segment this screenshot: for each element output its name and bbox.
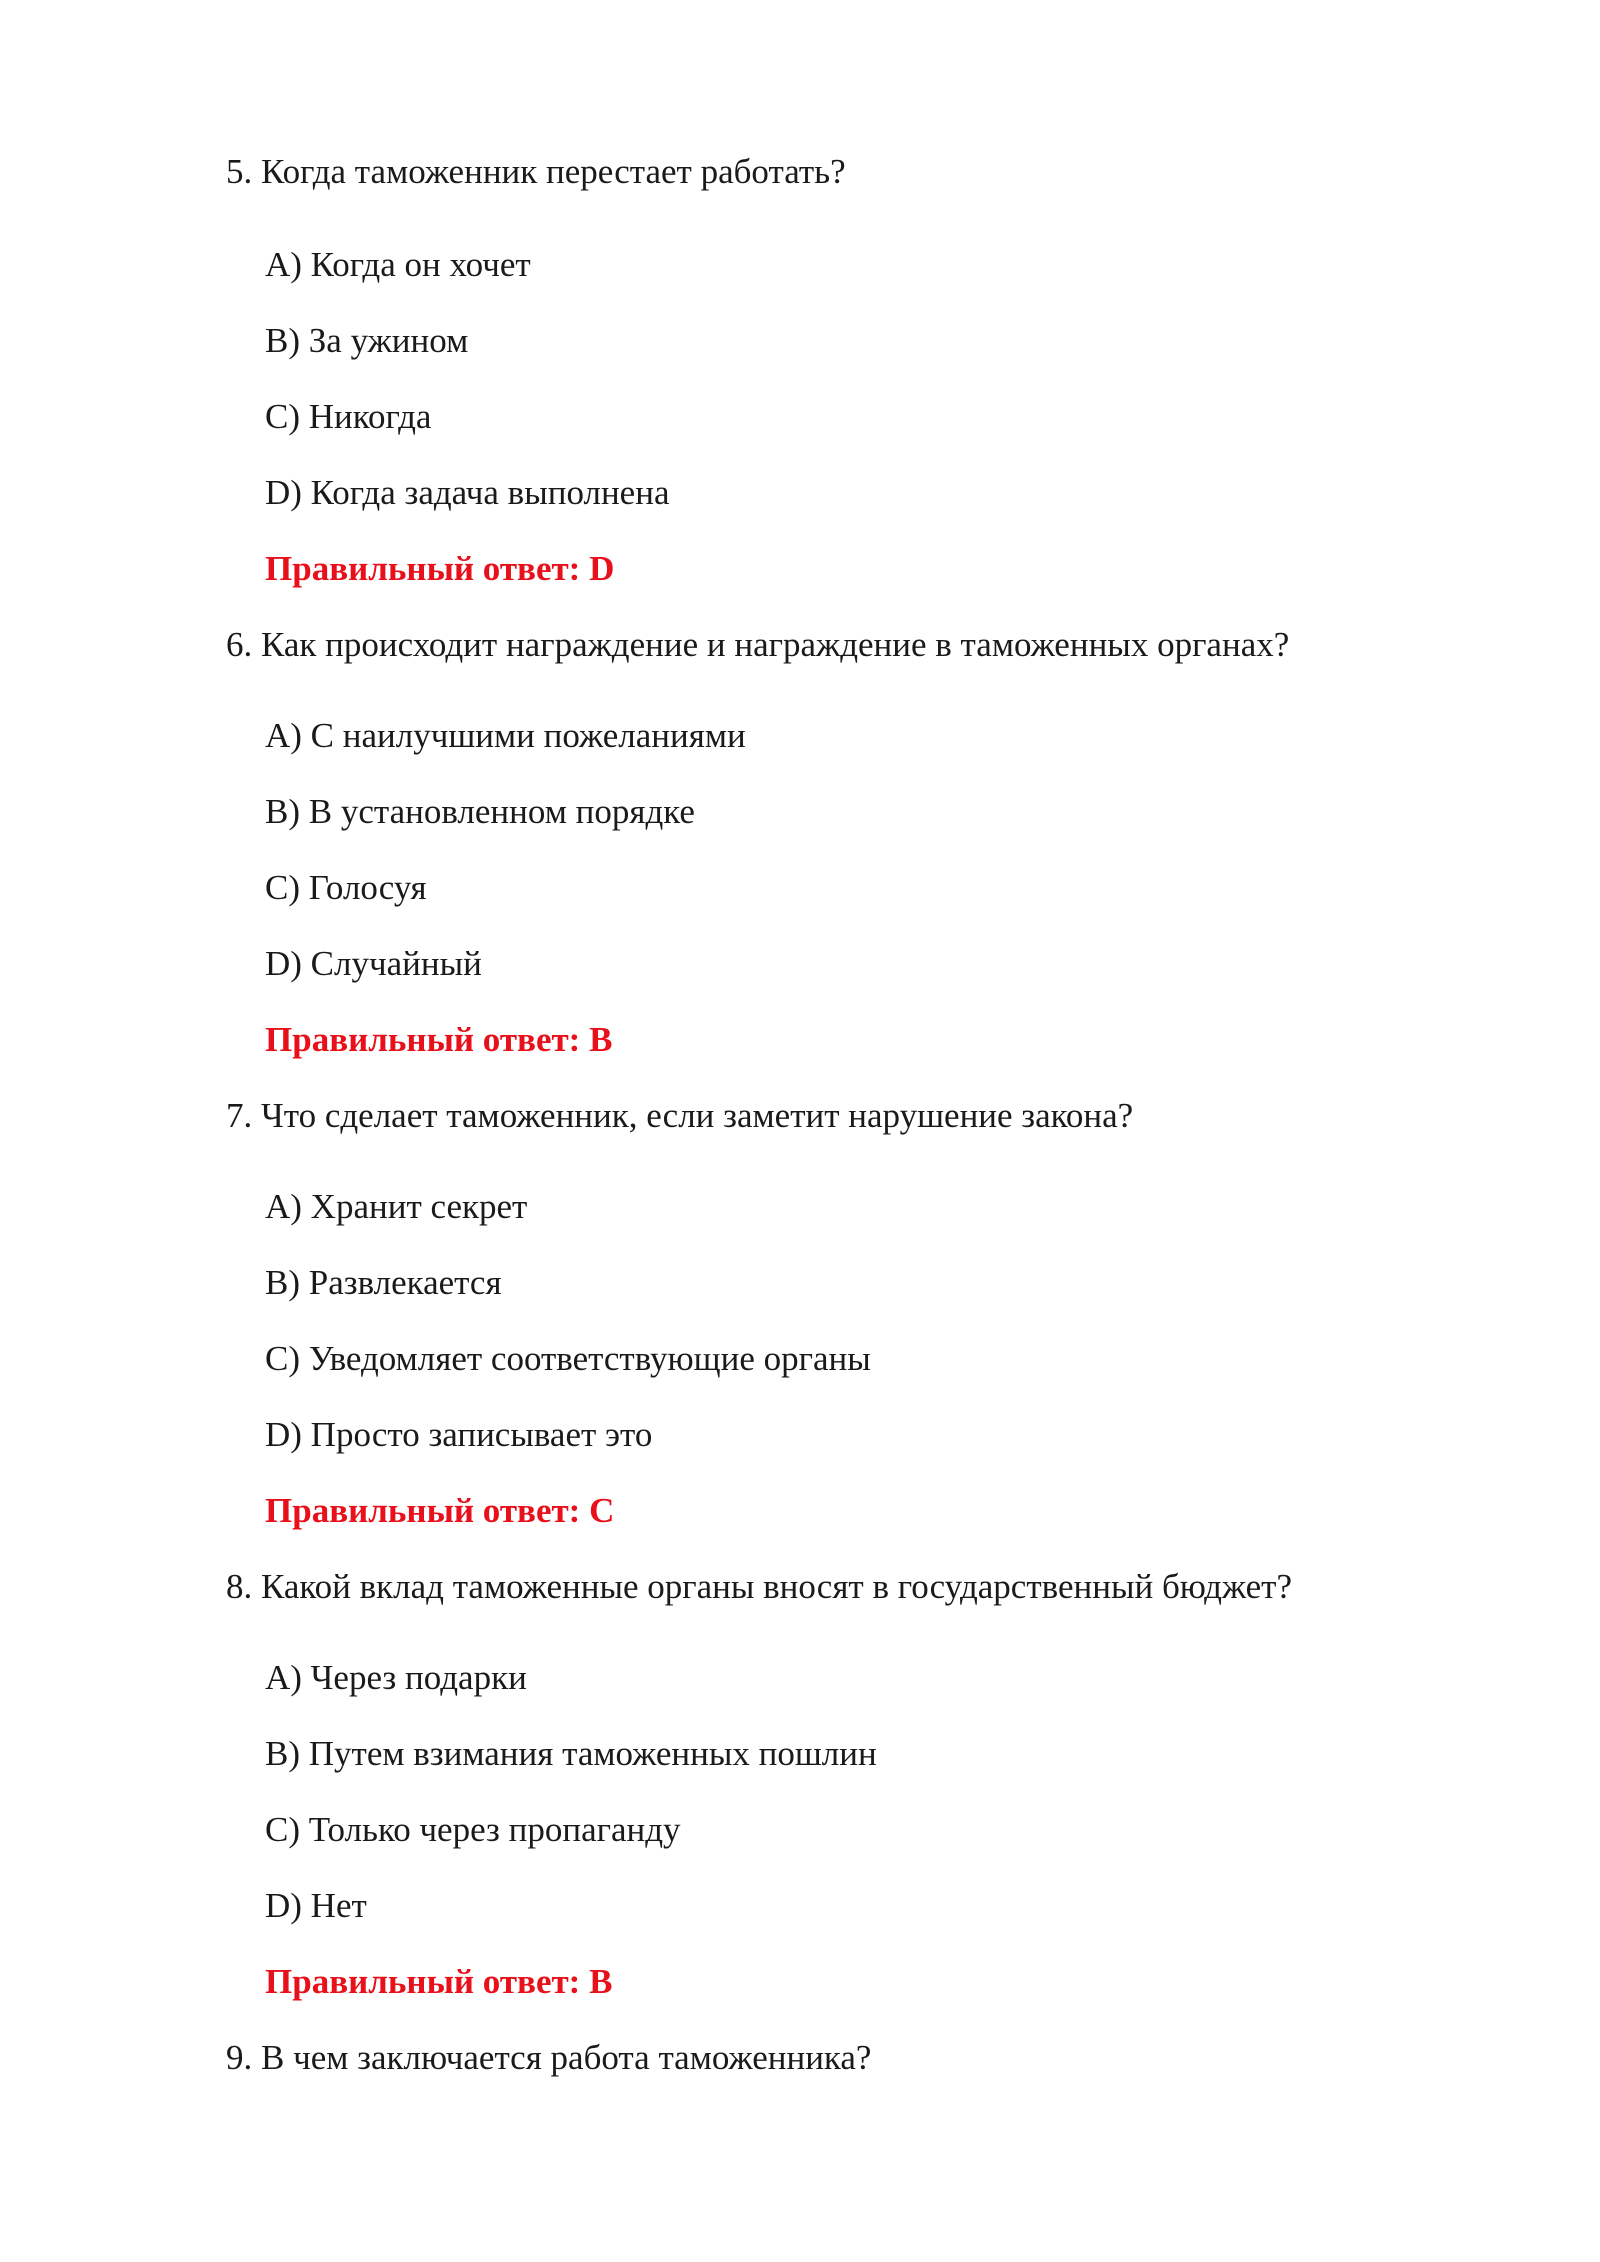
- correct-answer: Правильный ответ: B: [265, 1020, 613, 1059]
- answer-option: A) Хранит секрет: [265, 1187, 528, 1226]
- question-text: 7. Что сделает таможенник, если заметит нарушение закона?: [226, 1096, 1134, 1135]
- question-text: 5. Когда таможенник перестает работать?: [226, 152, 846, 191]
- answer-option: D) Нет: [265, 1886, 367, 1925]
- answer-option: C) Никогда: [265, 397, 432, 436]
- answer-option: D) Случайный: [265, 944, 482, 983]
- answer-option: D) Просто записывает это: [265, 1415, 653, 1454]
- answer-option: D) Когда задача выполнена: [265, 473, 670, 512]
- answer-option: A) Через подарки: [265, 1658, 527, 1697]
- answer-option: B) Путем взимания таможенных пошлин: [265, 1734, 877, 1773]
- answer-option: B) Развлекается: [265, 1263, 502, 1302]
- answer-option: B) В установленном порядке: [265, 792, 695, 831]
- answer-option: B) За ужином: [265, 321, 469, 360]
- correct-answer: Правильный ответ: B: [265, 1962, 613, 2001]
- question-text: 9. В чем заключается работа таможенника?: [226, 2038, 872, 2077]
- answer-option: C) Только через пропаганду: [265, 1810, 681, 1849]
- correct-answer: Правильный ответ: D: [265, 549, 615, 588]
- correct-answer: Правильный ответ: C: [265, 1491, 615, 1530]
- answer-option: C) Уведомляет соответствующие органы: [265, 1339, 871, 1378]
- question-text: 8. Какой вклад таможенные органы вносят в государственный бюджет?: [226, 1567, 1293, 1606]
- answer-option: A) С наилучшими пожеланиями: [265, 716, 746, 755]
- answer-option: C) Голосуя: [265, 868, 427, 907]
- question-text: 6. Как происходит награждение и награждение в таможенных органах?: [226, 625, 1290, 664]
- answer-option: A) Когда он хочет: [265, 245, 531, 284]
